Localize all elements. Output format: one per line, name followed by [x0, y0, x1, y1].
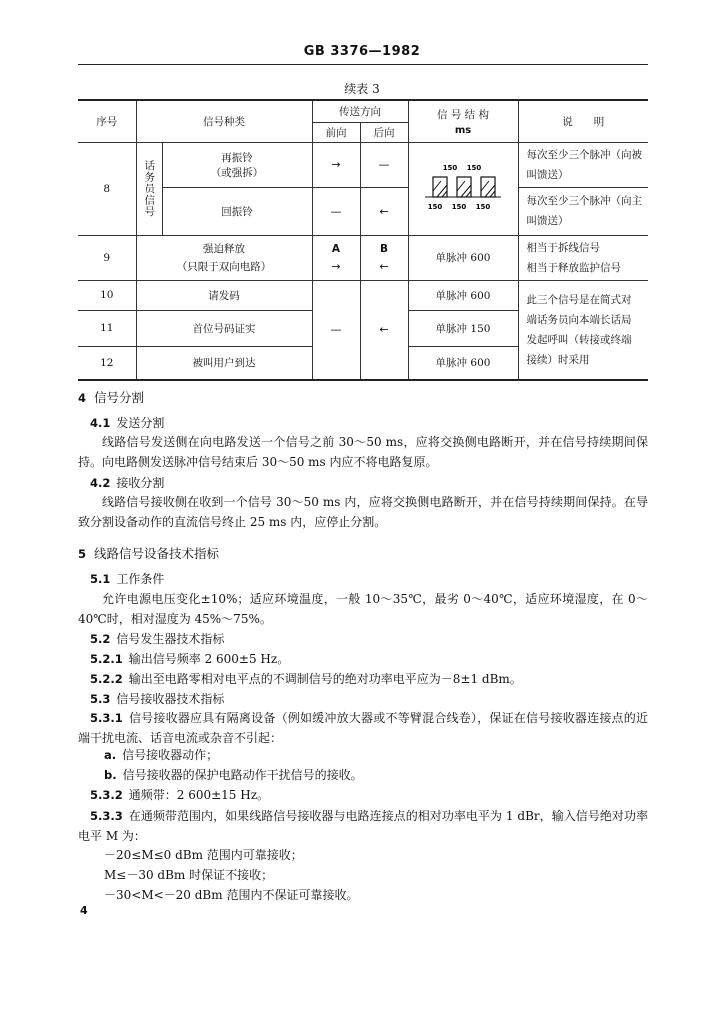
- section-4-heading: [78, 388, 144, 406]
- section-4-2-heading: [90, 474, 164, 491]
- pulse-1: [433, 177, 447, 197]
- row10-structure: 单脉冲 600: [408, 280, 518, 310]
- pulse-2: [457, 177, 471, 197]
- row9-note: [518, 235, 648, 280]
- section-5-3-1-b-label: b.: [104, 768, 117, 782]
- section-5-3-3-number: 5.3.3: [90, 809, 123, 823]
- section-4-title: 信号分割: [94, 390, 145, 405]
- section-4-2-number: 4.2: [90, 476, 111, 490]
- operator-signal-group: [136, 142, 162, 235]
- row11-seq: 11: [78, 310, 136, 346]
- pulse-label-bottom-1: 150: [427, 203, 443, 211]
- pulse-label-bottom-2: 150: [451, 203, 467, 211]
- page-number: 4: [80, 904, 88, 917]
- table-row: [78, 280, 648, 310]
- section-5-3-1-number: 5.3.1: [90, 711, 123, 725]
- section-4-2-title: 接收分割: [116, 476, 165, 490]
- table-row: [78, 235, 648, 280]
- section-5-3-heading: [90, 690, 224, 707]
- row9-structure: 单脉冲 600: [408, 235, 518, 280]
- section-5-2-heading: [90, 630, 224, 647]
- section-5-3-title: 信号接收器技术指标: [116, 692, 225, 706]
- section-5-3-3-text: 在通频带范围内，如果线路信号接收器与电路连接点的相对功率电平为 1 dBr，输入信号绝对功率电平 M 为：: [78, 809, 648, 843]
- section-5-3-2-text: 通频带：2 600±15 Hz。: [128, 788, 270, 802]
- condition-3: －30<M<－20 dBm 范围内不保证可靠接收。: [104, 888, 359, 902]
- section-5-2-1-text: 输出信号频率 2 600±5 Hz。: [128, 652, 290, 666]
- condition-2: M≤－30 dBm 时保证不接收；: [104, 868, 274, 882]
- section-5-3-2: [90, 786, 269, 803]
- row12-structure: 单脉冲 600: [408, 346, 518, 380]
- section-5-3-1-b-text: 信号接收器的保护电路动作干扰信号的接收。: [122, 768, 363, 782]
- row11-structure: 单脉冲 150: [408, 310, 518, 346]
- row9-note-line2: 相当于释放监护信号: [526, 261, 621, 274]
- col-header-backward: 后向: [360, 122, 408, 142]
- col-header-remark: 说 明: [518, 100, 648, 142]
- section-5-3-3: [78, 806, 648, 846]
- section-5-1-number: 5.1: [90, 572, 111, 586]
- section-5-3-1-a-label: a.: [104, 748, 117, 762]
- section-5-2-1: [90, 650, 289, 667]
- row8b-backward: ←: [360, 187, 408, 235]
- structure-header-label: 信 号 结 构: [436, 108, 489, 121]
- section-5-2-title: 信号发生器技术指标: [116, 632, 225, 646]
- section-5-2-number: 5.2: [90, 632, 111, 646]
- row8a-kind-line2: （或强拆）: [210, 166, 264, 179]
- header-rule: [78, 64, 648, 65]
- section-5-2-1-number: 5.2.1: [90, 652, 123, 666]
- section-5-3-2-number: 5.3.2: [90, 788, 123, 802]
- row12-seq: 12: [78, 346, 136, 380]
- section-5-heading: [78, 544, 219, 562]
- section-4-number: 4: [78, 391, 87, 405]
- row8b-note: 每次至少三个脉冲（向主叫馈送）: [518, 187, 648, 235]
- row11-kind: 首位号码证实: [136, 310, 312, 346]
- rows10-12-note: 此三个信号是在简式对端话务员向本端长话局发起呼叫（转接或终端接续）时采用: [518, 280, 648, 380]
- section-4-1-title: 发送分割: [116, 416, 165, 430]
- col-header-direction: 传送方向: [312, 100, 408, 122]
- section-5-3-1: [78, 708, 648, 748]
- col-header-forward: 前向: [312, 122, 360, 142]
- pulse-label-top-2: 150: [466, 164, 482, 172]
- row9-note-line1: 相当于拆线信号: [526, 241, 600, 254]
- pulse-label-bottom-3: 150: [475, 203, 491, 211]
- condition-1: －20≤M≤0 dBm 范围内可靠接收；: [104, 848, 303, 862]
- row8a-kind-line1: 再振铃: [221, 151, 253, 164]
- row12-kind: 被叫用户到达: [136, 346, 312, 380]
- section-5-3-1-a-text: 信号接收器动作；: [122, 748, 219, 762]
- row8-seq: 8: [78, 142, 136, 235]
- row8b-forward: —: [312, 187, 360, 235]
- row9-backward: [360, 235, 408, 280]
- row9-forward: [312, 235, 360, 280]
- col-header-kind: 信号种类: [136, 100, 312, 142]
- section-5-2-2-number: 5.2.2: [90, 672, 123, 686]
- table-caption: 续表 3: [344, 82, 380, 96]
- table-row: [78, 142, 648, 187]
- operator-signal-group-label: 话务员信号: [143, 159, 156, 218]
- col-header-seq: 序号: [78, 100, 136, 142]
- section-5-3-1-a: [104, 746, 218, 763]
- row8a-backward: —: [360, 142, 408, 187]
- row8b-kind: 回振铃: [162, 187, 312, 235]
- rows10-12-backward: ←: [360, 280, 408, 380]
- section-4-1-heading: [90, 414, 164, 431]
- row9-seq: 9: [78, 235, 136, 280]
- section-4-1-number: 4.1: [90, 416, 111, 430]
- page-header: GB 3376—1982: [303, 44, 421, 59]
- section-5-1-text: 允许电源电压变化±10%；适应环境温度，一般 10～35℃，最劣 0～40℃，适应环境湿度，在 0～40℃时，相对湿度为 45%～75%。: [78, 592, 648, 626]
- row9-backward-label: B: [379, 242, 388, 255]
- signal-table: [78, 99, 648, 381]
- row9-kind-line1: 强迫释放: [203, 242, 245, 255]
- pulse-diagram: [413, 159, 513, 215]
- section-5-2-2: [90, 670, 522, 687]
- section-5-2-2-text: 输出至电路零相对电平点的不调制信号的绝对功率电平应为－8±1 dBm。: [128, 672, 522, 686]
- row8a-note: 每次至少三个脉冲（向被叫馈送）: [518, 142, 648, 187]
- row8-structure: [408, 142, 518, 235]
- section-5-3-number: 5.3: [90, 692, 111, 706]
- section-5-3-1-text: 信号接收器应具有隔离设备（例如缓冲放大器或不等臂混合线卷），保证在信号接收器连接点的近端干扰电流、话音电流或杂音不引起：: [78, 711, 648, 745]
- section-5-1-title: 工作条件: [116, 572, 165, 586]
- row8a-forward: →: [312, 142, 360, 187]
- row9-forward-label: A: [331, 242, 341, 255]
- col-header-structure: [408, 100, 518, 142]
- section-4-2-text: 线路信号接收侧在收到一个信号 30～50 ms 内，应将交换侧电路断开，并在信号持续期间保持。在导致分割设备动作的直流信号终止 25 ms 内，应停止分割。: [78, 495, 648, 529]
- row9-kind-line2: （只限于双向电路）: [176, 260, 272, 273]
- row9-forward-arrow: →: [331, 259, 341, 273]
- row9-kind: [136, 235, 312, 280]
- section-4-1-text: 线路信号发送侧在向电路发送一个信号之前 30～50 ms，应将交换侧电路断开，并在信号持续期间保持。向电路侧发送脉冲信号结束后 30～50 ms 内应不将电路复原。: [78, 435, 648, 469]
- row10-kind: 请发码: [136, 280, 312, 310]
- structure-header-unit: ms: [454, 124, 472, 136]
- section-5-3-1-b: [104, 766, 363, 783]
- table-row: [78, 187, 648, 235]
- row8a-kind: [162, 142, 312, 187]
- pulse-label-top-1: 150: [442, 164, 458, 172]
- row10-seq: 10: [78, 280, 136, 310]
- row9-backward-arrow: ←: [379, 259, 389, 273]
- section-5-number: 5: [78, 547, 87, 561]
- section-5-title: 线路信号设备技术指标: [94, 546, 220, 561]
- pulse-3: [481, 177, 495, 197]
- section-5-1-heading: [90, 570, 164, 587]
- rows10-12-forward: —: [312, 280, 360, 380]
